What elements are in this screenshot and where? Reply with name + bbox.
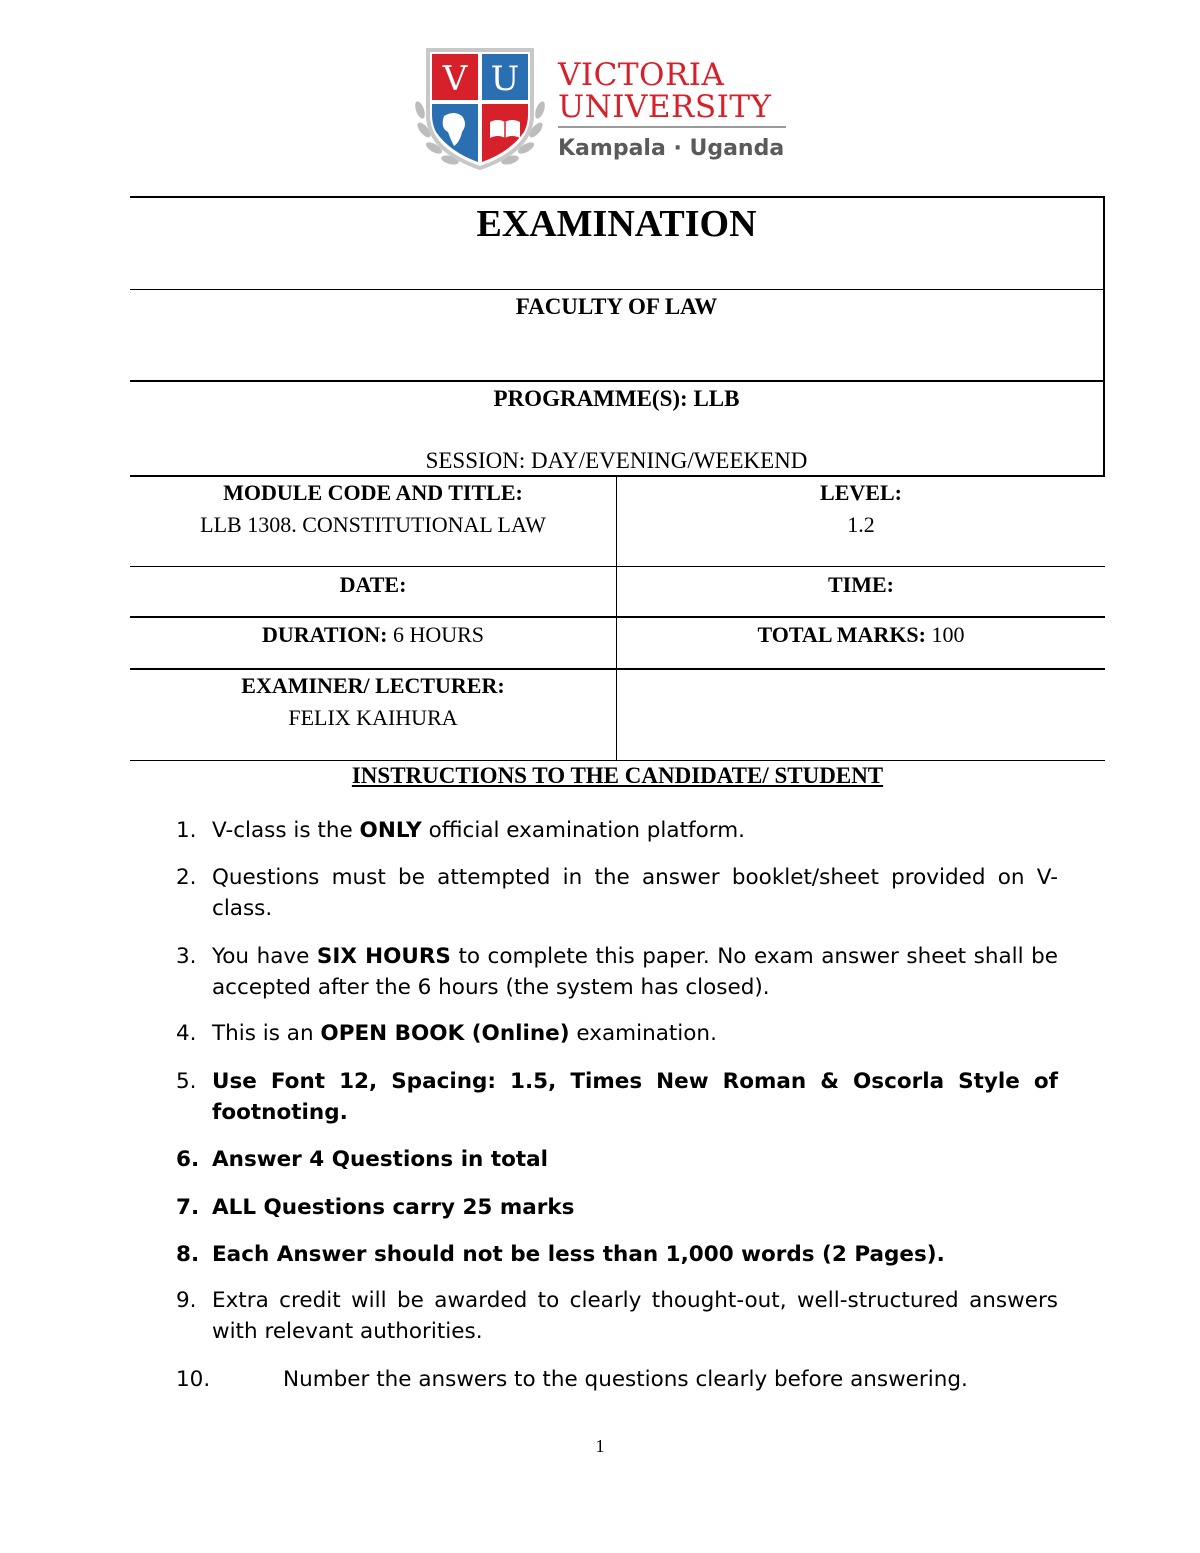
- item-emphasis: ONLY: [359, 818, 422, 843]
- header-divider: [130, 380, 1103, 382]
- instruction-item: [176, 862, 1058, 924]
- item-text: examination.: [569, 1021, 717, 1046]
- item-text: official examination platform.: [421, 818, 745, 843]
- instruction-item: [176, 1285, 1058, 1347]
- instruction-item: [176, 1066, 1058, 1128]
- university-location: Kampala · Uganda: [558, 136, 785, 161]
- item-emphasis: SIX HOURS: [316, 944, 451, 969]
- item-number: 10.: [176, 1367, 211, 1392]
- item-number: 9.: [176, 1288, 197, 1313]
- programme-label: PROGRAMME(S): LLB: [493, 386, 740, 411]
- item-text: Questions must be attempted in the answer booklet/sheet provided on V-class.: [212, 865, 1058, 921]
- item-number: 4.: [176, 1021, 197, 1046]
- university-crest-icon: [410, 40, 550, 175]
- item-number: 6.: [176, 1147, 200, 1172]
- time-label: TIME:: [828, 572, 894, 597]
- exam-title: EXAMINATION: [476, 203, 757, 245]
- university-logo: [410, 40, 800, 175]
- examiner-cell: [130, 670, 616, 734]
- exam-header-box: [130, 196, 1105, 476]
- instruction-item: [176, 815, 1058, 846]
- item-text: Each Answer should not be less than 1,000 words (2 Pages).: [212, 1242, 945, 1267]
- item-text: Number the answers to the questions clearly before answering.: [283, 1367, 968, 1392]
- instruction-item: [176, 1144, 1058, 1175]
- duration-cell: [130, 619, 616, 651]
- item-emphasis: OPEN BOOK (Online): [320, 1021, 570, 1046]
- table-rule: [130, 760, 1105, 761]
- item-text: You have: [212, 944, 317, 969]
- instruction-item: [176, 1239, 1058, 1270]
- instruction-item: [176, 941, 1058, 1003]
- item-number: 1.: [176, 818, 197, 843]
- module-cell: [130, 477, 616, 541]
- examiner-value: FELIX KAIHURA: [288, 705, 458, 730]
- level-cell: [617, 477, 1105, 541]
- module-label: MODULE CODE AND TITLE:: [223, 480, 523, 505]
- item-text: to complete this paper. No exam answer sheet shall be accepted after the 6 hours (the system has closed).: [212, 944, 1058, 1000]
- marks-label: TOTAL MARKS:: [757, 622, 926, 647]
- duration-value: 6 HOURS: [392, 622, 485, 647]
- date-label: DATE:: [339, 572, 407, 597]
- faculty-name: FACULTY OF LAW: [515, 294, 718, 319]
- instruction-item: [176, 1192, 1058, 1223]
- table-column-divider: [616, 668, 617, 760]
- item-text: Answer 4 Questions in total: [212, 1147, 549, 1172]
- logo-divider: [558, 126, 786, 128]
- marks-cell: [617, 619, 1105, 651]
- item-number: 5.: [176, 1069, 197, 1094]
- table-rule: [130, 616, 1105, 618]
- item-number: 7.: [176, 1195, 200, 1220]
- module-value: LLB 1308. CONSTITUTIONAL LAW: [200, 512, 546, 537]
- university-name-line2: UNIVERSITY: [558, 89, 772, 125]
- marks-value: 100: [931, 622, 965, 647]
- level-label: LEVEL:: [820, 480, 902, 505]
- item-text: Use Font 12, Spacing: 1.5, Times New Roman & Oscorla Style of footnoting.: [212, 1069, 1058, 1125]
- crest-letter-v: V: [442, 59, 468, 99]
- crest-letter-u: U: [490, 59, 520, 99]
- instructions-heading: INSTRUCTIONS TO THE CANDIDATE/ STUDENT: [351, 763, 884, 788]
- university-name-line1: VICTORIA: [558, 57, 725, 93]
- level-value: 1.2: [847, 512, 875, 537]
- item-number: 2.: [176, 865, 197, 890]
- page-number: 1: [595, 1436, 605, 1456]
- item-text: ALL Questions carry 25 marks: [212, 1195, 575, 1220]
- item-text: Extra credit will be awarded to clearly thought-out, well-structured answers with relevant authorities.: [212, 1288, 1058, 1344]
- item-number: 3.: [176, 944, 197, 969]
- item-number: 8.: [176, 1242, 200, 1267]
- table-rule: [130, 566, 1105, 567]
- duration-label: DURATION:: [261, 622, 388, 647]
- item-text: This is an: [212, 1021, 321, 1046]
- instruction-item: [176, 1364, 1058, 1395]
- examiner-label: EXAMINER/ LECTURER:: [241, 673, 505, 698]
- header-divider: [130, 289, 1103, 290]
- instruction-item: [176, 1018, 1058, 1049]
- item-text: V-class is the: [212, 818, 360, 843]
- session-label: SESSION: DAY/EVENING/WEEKEND: [425, 448, 808, 473]
